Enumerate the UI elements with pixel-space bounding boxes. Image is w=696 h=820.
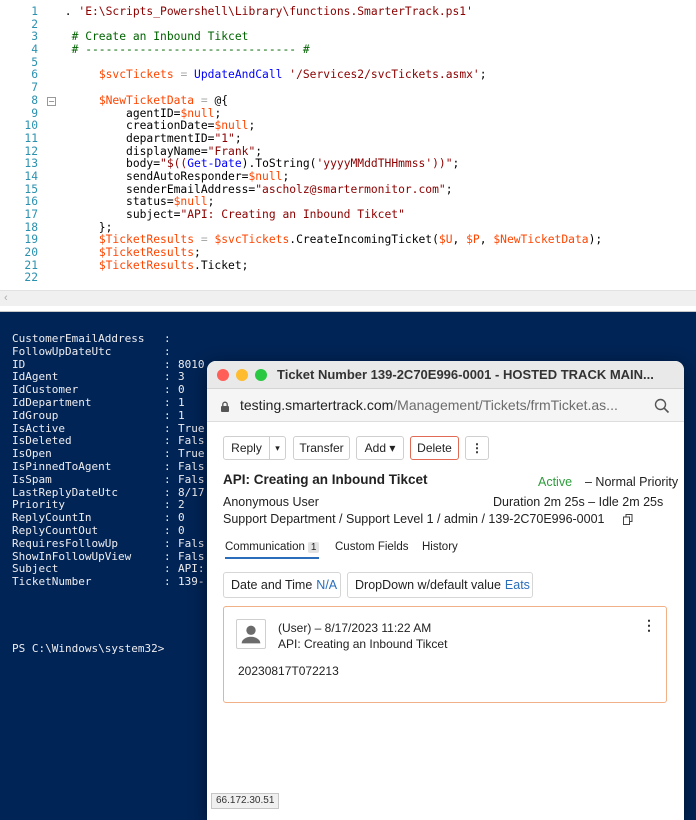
code-token: ; [255, 144, 263, 158]
property-separator: : [164, 485, 171, 499]
zoom-icon[interactable] [653, 397, 671, 415]
property-row [12, 474, 217, 487]
reply-dropdown-button[interactable]: ▾ [269, 436, 286, 460]
date-time-label: Date and Time [231, 578, 313, 592]
property-separator: : [164, 357, 171, 371]
line-number: 10 [24, 119, 38, 133]
reply-button[interactable]: Reply [223, 436, 270, 460]
code-token: # Create an Inbound Tikcet [58, 30, 249, 44]
code-token: "1" [214, 131, 235, 145]
property-separator: : [164, 408, 171, 422]
code-token: UpdateAndCall [194, 68, 283, 82]
code-token: $null [173, 195, 208, 209]
property-separator: : [164, 459, 171, 473]
communication-count-badge: 1 [308, 542, 320, 553]
property-separator: : [164, 447, 171, 461]
property-separator: : [164, 472, 171, 486]
code-token: , [452, 233, 467, 247]
property-value: True [178, 421, 205, 435]
property-separator: : [164, 434, 171, 448]
property-name: ReplyCountOut [12, 523, 99, 537]
dropdown-field[interactable] [347, 572, 533, 598]
property-row [12, 525, 217, 538]
code-token: $svcTickets [214, 233, 290, 247]
browser-popup-window [207, 361, 684, 820]
line-number: 7 [31, 81, 38, 95]
property-separator: : [164, 332, 171, 345]
property-value: 2 [178, 498, 185, 512]
code-token: = [173, 68, 195, 82]
ticket-department-line: Support Department / Support Level 1 / admin / 139-2C70E996-0001 [223, 512, 605, 526]
code-token: sendAutoResponder= [58, 169, 249, 183]
property-row [12, 410, 217, 423]
tab-communication-label: Communication [225, 541, 305, 553]
code-token [58, 259, 99, 272]
property-separator: : [164, 421, 171, 435]
line-number: 14 [24, 169, 38, 183]
code-token: $U [438, 233, 453, 247]
line-number: 15 [24, 182, 38, 196]
date-time-value: N/A [316, 578, 338, 592]
editor-horizontal-scrollbar[interactable] [0, 290, 696, 306]
property-separator: : [164, 549, 171, 563]
line-number: 3 [31, 30, 38, 44]
property-name: IdGroup [12, 408, 59, 422]
copy-icon[interactable] [623, 514, 633, 525]
ticket-status[interactable]: Active [538, 475, 573, 489]
property-value: Fals [178, 549, 205, 563]
property-name: IsPinnedToAgent [12, 459, 112, 473]
code-token: , [479, 233, 494, 247]
address-bar[interactable] [207, 389, 684, 422]
ticket-priority[interactable]: – Normal Priority [585, 475, 679, 489]
code-token: ))" [432, 157, 453, 171]
property-name: ID [12, 357, 26, 371]
property-separator: : [164, 536, 171, 550]
code-token: subject= [58, 208, 181, 221]
property-separator: : [164, 395, 171, 409]
add-dropdown-button[interactable]: Add ▾ [356, 436, 404, 460]
line-number: 6 [31, 68, 38, 82]
property-value: API: [178, 562, 205, 576]
message-body: 20230817T072213 [238, 664, 339, 678]
code-token [58, 233, 99, 246]
code-token: ; [452, 157, 460, 171]
window-title: Ticket Number 139-2C70E996-0001 - HOSTED TRACK MAIN... [277, 367, 654, 382]
code-text [58, 6, 473, 19]
more-actions-button[interactable]: ⋮ [465, 436, 489, 460]
line-number: 12 [24, 144, 38, 158]
url-host: testing.smartertrack.com [240, 397, 394, 413]
tab-history[interactable]: History [422, 541, 458, 553]
property-value: 1 [178, 395, 185, 409]
code-token: ; [234, 131, 242, 145]
property-name: RequiresFollowUp [12, 536, 118, 550]
property-name: IdAgent [12, 370, 59, 384]
dropdown-label: DropDown w/default value [355, 578, 501, 592]
property-separator: : [164, 523, 171, 537]
property-name: IsDeleted [12, 434, 72, 448]
property-separator: : [164, 383, 171, 397]
code-token: departmentID= [58, 131, 215, 145]
line-number: 17 [24, 208, 38, 221]
line-number: 5 [31, 55, 38, 69]
code-text [58, 44, 310, 57]
code-token: @{ [214, 93, 229, 107]
message-menu-button[interactable]: ⋮ [642, 617, 656, 633]
code-token: $null [214, 119, 249, 133]
code-token: senderEmailAddress= [58, 182, 256, 196]
property-name: IsSpam [12, 472, 52, 486]
line-number: 21 [24, 258, 38, 272]
code-token: $NewTicketData [98, 93, 195, 107]
code-token [58, 246, 99, 259]
console-prompt[interactable]: PS C:\Windows\system32> [12, 642, 165, 655]
delete-button[interactable]: Delete [410, 436, 459, 460]
code-line[interactable] [0, 260, 696, 273]
message-subject: API: Creating an Inbound Tikcet [278, 637, 448, 651]
code-token: ; [214, 106, 222, 120]
tab-communication[interactable] [225, 541, 319, 559]
property-row [12, 461, 217, 474]
line-number: 16 [24, 195, 38, 209]
property-name: CustomerEmailAddress [12, 332, 145, 345]
code-token: # ------------------------------- # [58, 43, 310, 57]
property-value: 8010 [178, 357, 205, 371]
status-bar-url: 66.172.30.51 [211, 793, 279, 809]
scroll-left-icon[interactable]: ‹ [4, 292, 8, 304]
code-token: ; [207, 195, 215, 209]
ticket-user[interactable]: Anonymous User [223, 495, 319, 509]
code-token: displayName= [58, 144, 208, 158]
line-number: 18 [24, 220, 38, 234]
code-token [58, 94, 99, 107]
property-separator: : [164, 498, 171, 512]
lock-icon [220, 401, 230, 412]
property-name: IdDepartment [12, 395, 92, 409]
property-name: IsOpen [12, 447, 52, 461]
url-text[interactable] [240, 397, 618, 413]
code-token: $TicketResults [98, 258, 195, 272]
code-lines [0, 6, 696, 285]
line-number: 13 [24, 157, 38, 171]
property-row [12, 576, 217, 589]
ticket-properties-output [12, 333, 217, 589]
property-row [12, 333, 217, 346]
code-token: ; [194, 246, 201, 260]
property-name: ReplyCountIn [12, 511, 92, 525]
code-token: agentID= [58, 106, 181, 120]
code-token [58, 68, 99, 81]
code-token: ; [282, 169, 290, 183]
code-line[interactable] [0, 272, 696, 285]
script-editor[interactable] [0, 0, 696, 312]
tab-custom-fields[interactable]: Custom Fields [335, 541, 409, 553]
url-path: /Management/Tickets/frmTicket.as... [393, 397, 618, 413]
line-number: 19 [24, 233, 38, 247]
close-window-button[interactable] [217, 369, 229, 381]
minimize-window-button[interactable] [236, 369, 248, 381]
line-number: 9 [31, 106, 38, 120]
code-token: "API: Creating an Inbound Tikcet" [180, 208, 405, 221]
property-name: Priority [12, 498, 65, 512]
code-token: Get-Date [187, 157, 242, 171]
property-name: LastReplyDateUtc [12, 485, 118, 499]
code-token: $TicketResults [98, 246, 195, 260]
code-token: = [194, 93, 215, 107]
property-row [12, 538, 217, 551]
code-token: 'E:\Scripts_Powershell\Library\functions.SmarterTrack.ps1' [78, 5, 473, 18]
ticket-duration: Duration 2m 25s – Idle 2m 25s [493, 495, 664, 509]
property-row [12, 397, 217, 410]
code-token: "ascholz@smartermonitor.com" [255, 182, 446, 196]
code-token: ).ToString( [241, 157, 317, 171]
ticket-page [207, 422, 684, 820]
code-token: ; [479, 68, 487, 82]
code-token: $TicketResults [98, 233, 195, 247]
code-token: ; [445, 182, 453, 196]
line-number: 8 [31, 93, 38, 107]
property-separator: : [164, 344, 171, 358]
property-value: True [178, 447, 205, 461]
message-meta: (User) – 8/17/2023 11:22 AM [278, 621, 432, 635]
code-text [58, 260, 248, 273]
code-token: '/Services2/svcTickets.asmx' [289, 68, 480, 82]
property-name: ShowInFollowUpView [12, 549, 132, 563]
line-number: 4 [31, 43, 38, 57]
code-token: ); [588, 233, 603, 247]
property-value: 0 [178, 523, 185, 537]
property-name: FollowUpDateUtc [12, 344, 112, 358]
code-token: .Ticket; [194, 258, 249, 272]
maximize-window-button[interactable] [255, 369, 267, 381]
code-line[interactable] [0, 44, 696, 57]
code-token: $null [248, 169, 283, 183]
code-token: 'yyyyMMddTHHmmss' [316, 157, 433, 171]
message-card[interactable] [223, 606, 667, 703]
ticket-subject: API: Creating an Inbound Tikcet [223, 472, 428, 487]
property-row [12, 346, 217, 359]
property-value: Fals [178, 434, 205, 448]
code-token: "$(( [160, 157, 188, 171]
code-token: . [58, 5, 79, 18]
property-name: TicketNumber [12, 575, 92, 589]
user-avatar-icon [236, 619, 266, 649]
code-token: ; [248, 119, 256, 133]
property-value: 0 [178, 383, 185, 397]
property-value: Fals [178, 459, 205, 473]
code-token: body= [58, 157, 161, 171]
property-value: 0 [178, 511, 185, 525]
code-token: $null [180, 106, 215, 120]
code-line[interactable] [0, 69, 696, 82]
property-value: 1 [178, 408, 185, 422]
property-separator: : [164, 575, 171, 589]
code-token: = [194, 233, 215, 247]
property-value: 8/17 [178, 485, 205, 499]
property-separator: : [164, 511, 171, 525]
code-token: $NewTicketData [493, 233, 589, 247]
property-separator: : [164, 370, 171, 384]
property-value: Fals [178, 472, 205, 486]
line-number: 2 [31, 17, 38, 31]
date-time-field[interactable] [223, 572, 341, 598]
collapse-region-icon[interactable]: − [48, 96, 55, 106]
property-name: IsActive [12, 421, 65, 435]
line-number: 22 [24, 271, 38, 285]
code-token: $P [466, 233, 480, 247]
code-text [58, 69, 487, 82]
code-token: .CreateIncomingTicket( [289, 233, 439, 247]
property-name: IdCustomer [12, 383, 79, 397]
property-name: Subject [12, 562, 59, 576]
line-number: 11 [24, 131, 38, 145]
property-value: Fals [178, 536, 205, 550]
property-value: 3 [178, 370, 185, 384]
code-token: $svcTickets [98, 68, 174, 82]
line-number: 20 [24, 246, 38, 260]
line-number: 1 [31, 5, 38, 18]
window-titlebar[interactable] [207, 361, 684, 389]
code-token: "Frank" [207, 144, 256, 158]
transfer-button[interactable]: Transfer [293, 436, 350, 460]
property-value: 139- [178, 575, 205, 589]
code-token: creationDate= [58, 119, 215, 133]
property-separator: : [164, 562, 171, 576]
code-token: }; [58, 220, 113, 234]
code-token: status= [58, 195, 174, 209]
dropdown-value: Eats [504, 578, 530, 592]
code-line[interactable] [0, 6, 696, 19]
